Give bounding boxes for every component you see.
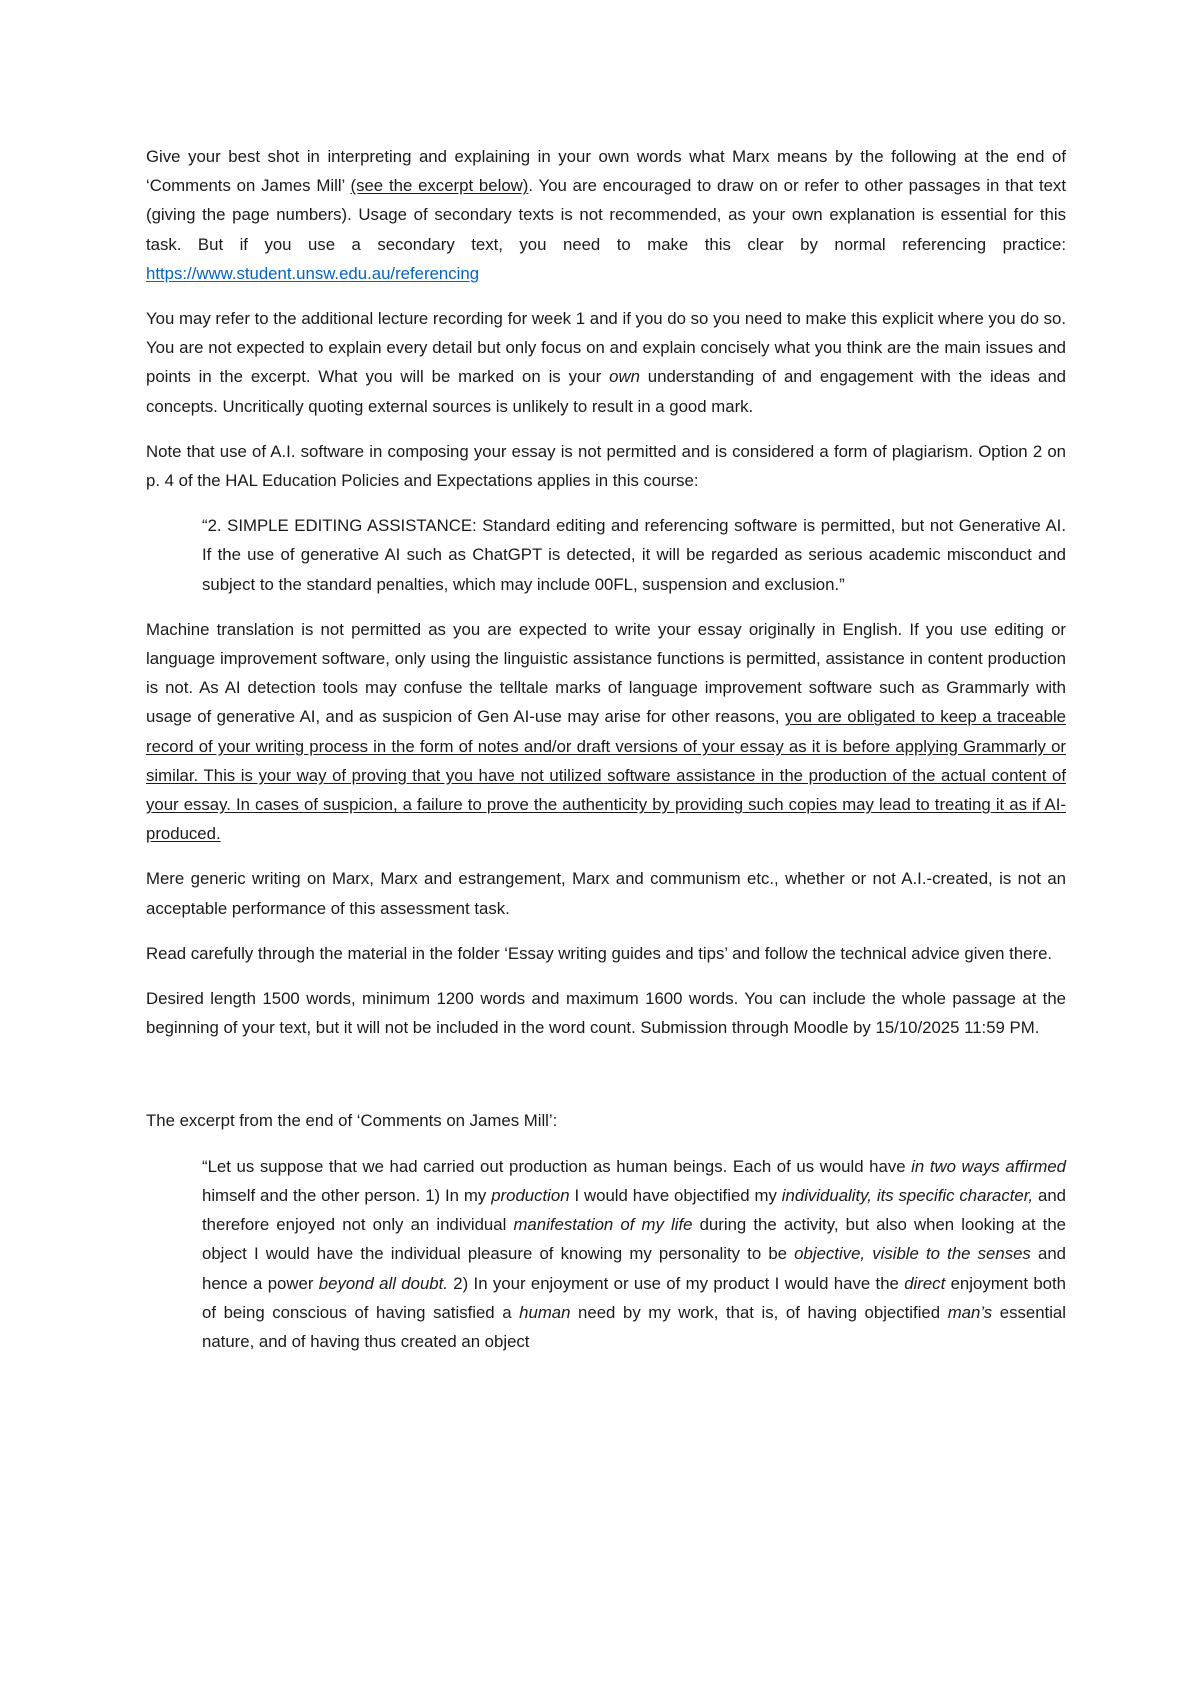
- guides-paragraph: Read carefully through the material in the folder ‘Essay writing guides and tips’ and follow the technical advice given there.: [146, 943, 1053, 963]
- quote-text: I would have objectified my: [569, 1185, 782, 1205]
- quote-emphasis: in two ways affirmed: [911, 1156, 1066, 1176]
- quote-emphasis: direct: [904, 1273, 946, 1293]
- quote-text: himself and the other person. 1) In my: [202, 1185, 492, 1205]
- emphasis-own: own: [609, 367, 640, 387]
- spacer: [146, 1058, 1066, 1106]
- referencing-link[interactable]: https://www.student.unsw.edu.au/referencing: [146, 263, 480, 283]
- quote-text: essential nature, and of having thus created an object: [202, 1302, 1066, 1351]
- quote-emphasis: beyond all doubt.: [318, 1273, 448, 1293]
- lecture-paragraph: You may refer to the additional lecture recording for week 1 and if you do so you need to make this explicit where you do so. You are not expected to explain every detail but only focus on and explain concisely what you think are the main issues and points in the excerpt. What you will be marked on is your own understanding of and engagement with the ideas and concepts. Uncritically quoting external sources is unlikely to result in a good mark.: [146, 309, 1066, 416]
- record-obligation-underlined: you are obligated to keep a traceable record of your writing process in the form of notes and/or draft versions of your essay as it is before applying Grammarly or similar. This is your way of proving that you have not utilized software assistance in the production of the actual content of your essay. In cases of suspicion, a failure to prove the authenticity by providing such copies may lead to treating it as if AI-produced.: [146, 707, 1067, 844]
- policy-quote: “2. SIMPLE EDITING ASSISTANCE: Standard editing and referencing software is permitted, but not Generative AI. If the use of generative AI such as ChatGPT is detected, it will be regarded as serious academic misconduct and subject to the standard penalties, which may include 00FL, suspension and exclusion.”: [202, 516, 1066, 594]
- quote-text: enjoyment both of being conscious of having satisfied a: [202, 1273, 1067, 1322]
- quote-emphasis: human: [519, 1302, 571, 1322]
- quote-emphasis: individuality, its specific character,: [781, 1185, 1034, 1205]
- quote-text: “Let us suppose that we had carried out production as human beings. Each of us would have: [202, 1156, 912, 1176]
- generic-writing-paragraph: Mere generic writing on Marx, Marx and estrangement, Marx and communism etc., whether or not A.I.-created, is not an acceptable performance of this assessment task.: [146, 869, 1066, 918]
- document-page: [146, 142, 1066, 1372]
- quote-emphasis: production: [491, 1185, 570, 1205]
- instructions-paragraph: Give your best shot in interpreting and explaining in your own words what Marx means by the following at the end of ‘Comments on James Mill’ (see the excerpt below). You are encouraged to draw on or refer to other passages in that text (giving the page numbers). Usage of secondary texts is not recommended, as your own explanation is essential for this task. But if you use a secondary text, you need to make this clear by normal referencing practice: https://www.student.unsw.edu.au/referencing: [146, 147, 1066, 283]
- quote-text: during the activity, but also when looking at the object I would have the individual pleasure of knowing my personality to be: [202, 1215, 1067, 1264]
- excerpt-reference: (see the excerpt below): [350, 176, 529, 196]
- quote-emphasis: manifestation of my life: [513, 1215, 693, 1235]
- quote-text: need by my work, that is, of having objectified: [570, 1302, 948, 1322]
- marx-excerpt-quote: [202, 1152, 1066, 1356]
- machine-translation-paragraph: Machine translation is not permitted as you are expected to write your essay originally in English. If you use editing or language improvement software, only using the linguistic assistance functions is permitted, assistance in content production is not. As AI detection tools may confuse the telltale marks of language improvement software such as Grammarly with usage of generative AI, and as suspicion of Gen AI-use may arise for other reasons, you are obligated to keep a traceable record of your writing process in the form of notes and/or draft versions of your essay as it is before applying Grammarly or similar. This is your way of proving that you have not utilized software assistance in the production of the actual content of your essay. In cases of suspicion, a failure to prove the authenticity by providing such copies may lead to treating it as if AI-produced.: [146, 619, 1067, 844]
- quote-emphasis: objective, visible to the senses: [794, 1244, 1031, 1264]
- ai-policy-paragraph: Note that use of A.I. software in composing your essay is not permitted and is considered a form of plagiarism. Option 2 on p. 4 of the HAL Education Policies and Expectations applies in this course:: [146, 441, 1066, 491]
- length-submission-paragraph: Desired length 1500 words, minimum 1200 words and maximum 1600 words. You can include the whole passage at the beginning of your text, but it will not be included in the word count. Submission through Moodle by 15/10/2025 11:59 PM.: [146, 989, 1066, 1038]
- quote-text: and hence a power: [202, 1244, 1066, 1293]
- quote-emphasis: man’s: [947, 1302, 993, 1322]
- excerpt-heading: The excerpt from the end of ‘Comments on James Mill’:: [146, 1111, 558, 1131]
- quote-text: and therefore enjoyed not only an individual: [202, 1185, 1066, 1235]
- quote-text: 2) In your enjoyment or use of my product I would have the: [447, 1273, 905, 1293]
